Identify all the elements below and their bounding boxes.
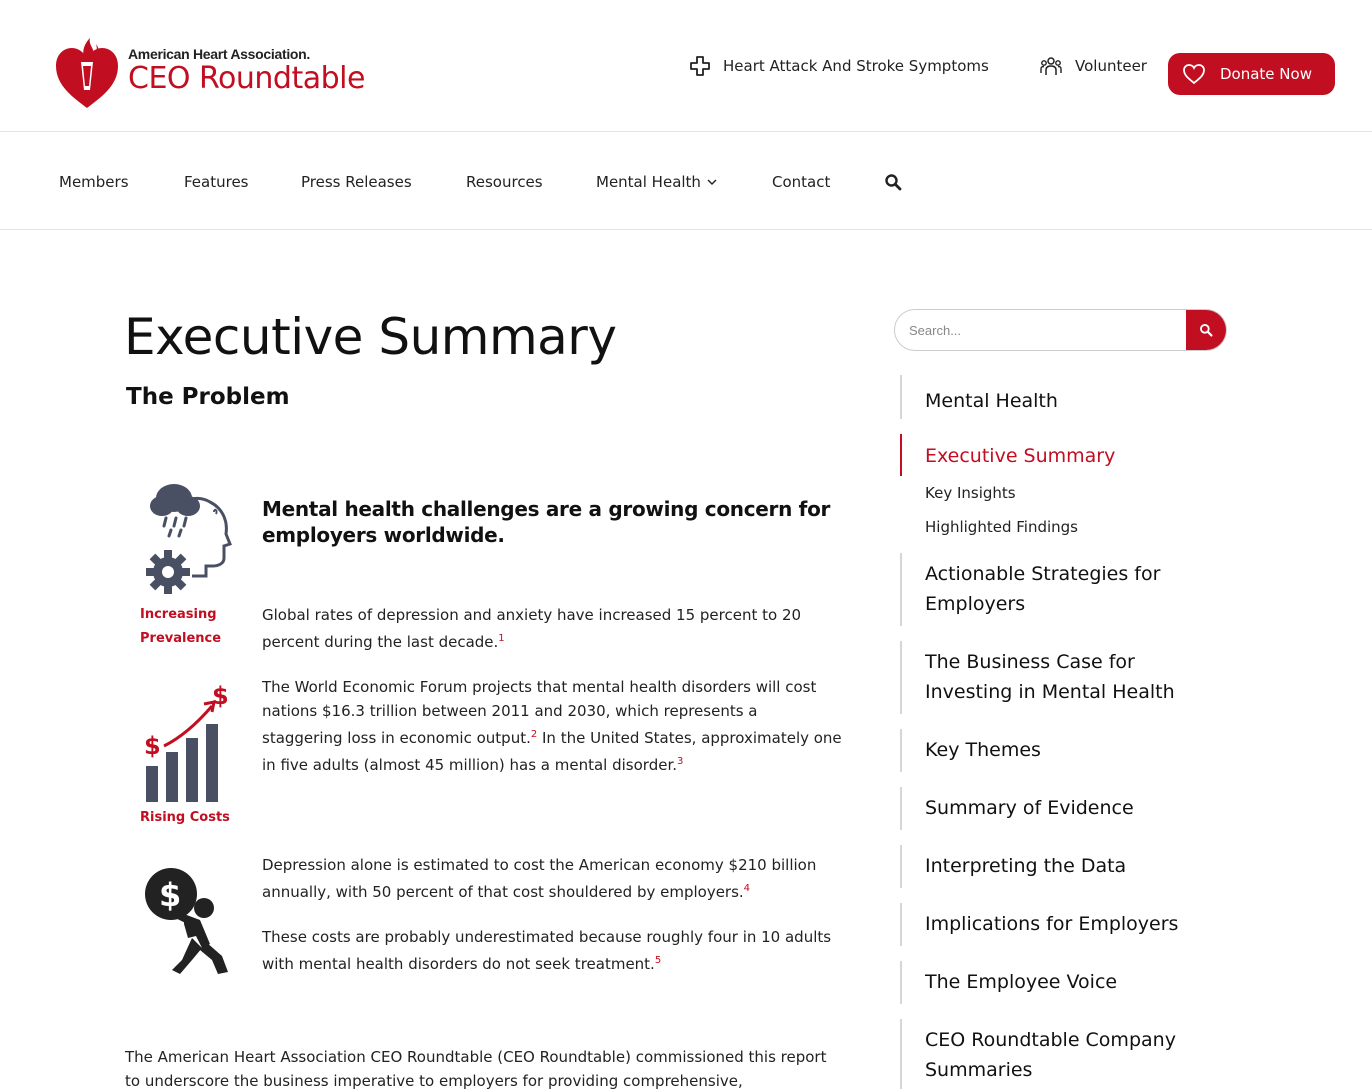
- paragraph: [262, 853, 842, 904]
- nav-item-press-releases[interactable]: [301, 173, 412, 191]
- search-icon: [884, 173, 902, 191]
- nav-item-resources[interactable]: [466, 173, 543, 191]
- sidebar-subitem-highlighted-findings[interactable]: Highlighted Findings: [925, 518, 1078, 536]
- paragraph: [262, 675, 842, 777]
- sidebar-divider: [900, 729, 902, 772]
- nav-item-members[interactable]: [59, 173, 129, 191]
- paragraph-text: Depression alone is estimated to cost the American economy $210 billion annually, with 50 percent of that cost shouldered by employers.: [262, 856, 817, 901]
- sidebar-subitem-key-insights[interactable]: Key Insights: [925, 484, 1016, 502]
- label-line: Increasing: [140, 607, 217, 622]
- sidebar-divider: [900, 1019, 902, 1089]
- label-line: Prevalence: [140, 631, 222, 646]
- svg-text:$: $: [159, 876, 182, 914]
- logo-org-text: American Heart Association.: [128, 46, 311, 62]
- page-title: Executive Summary: [124, 308, 617, 366]
- svg-text:$: $: [144, 732, 161, 760]
- nav-item-label: Members: [59, 173, 129, 191]
- donate-label: Donate Now: [1220, 65, 1312, 83]
- main-nav: [0, 132, 1372, 230]
- sidebar-divider: [900, 553, 902, 626]
- search-icon: [1199, 323, 1213, 337]
- nav-item-mental-health[interactable]: [596, 173, 717, 191]
- sidebar-divider: [900, 641, 902, 714]
- sidebar-item-key-themes[interactable]: Key Themes: [925, 739, 1041, 761]
- sidebar-item-implications[interactable]: Implications for Employers: [925, 913, 1179, 935]
- sidebar-search-input[interactable]: [895, 310, 1185, 350]
- paragraph-text: The World Economic Forum projects that mental health disorders will cost nations $16.3 trillion between 2011 and 2030, which represents a staggering loss in economic output.: [262, 678, 817, 747]
- site-header: [0, 0, 1372, 132]
- paragraph-text: Global rates of depression and anxiety have increased 15 percent to 20 percent during the last decade.: [262, 606, 802, 651]
- footnote-ref-link[interactable]: 2: [530, 729, 538, 740]
- svg-text:$: $: [212, 682, 229, 710]
- nav-item-label: Features: [184, 173, 249, 191]
- medical-cross-icon: [690, 56, 710, 76]
- nav-item-label: Contact: [772, 173, 831, 191]
- sidebar-active-indicator: [900, 434, 902, 476]
- volunteer-link[interactable]: [1040, 56, 1147, 76]
- person-pushing-coin-icon: [144, 864, 234, 976]
- increasing-prevalence-label: [140, 603, 221, 651]
- nav-item-label: Resources: [466, 173, 543, 191]
- sidebar-divider: [900, 845, 902, 888]
- footnote-ref-link[interactable]: 3: [677, 756, 684, 767]
- nav-item-contact[interactable]: [772, 173, 830, 191]
- logo-site-name: CEO Roundtable: [128, 61, 365, 96]
- nav-item-features[interactable]: [184, 173, 249, 191]
- paragraph-text: These costs are probably underestimated because roughly four in 10 adults with mental health disorders do not seek treatment.: [262, 928, 832, 973]
- head-rain-cloud-gear-icon: [144, 478, 234, 598]
- heart-torch-logo-icon: [54, 28, 120, 112]
- nav-item-label: Press Releases: [301, 173, 412, 191]
- symptoms-label: Heart Attack And Stroke Symptoms: [723, 57, 989, 75]
- paragraph-text: In the United States, approximately one in five adults (almost 45 million) has a mental disorder.: [262, 729, 842, 774]
- footnote-ref-link[interactable]: 1: [498, 633, 505, 644]
- rising-costs-label: Rising Costs: [140, 810, 230, 825]
- footnote-ref-link[interactable]: 4: [743, 883, 751, 894]
- donate-button[interactable]: [1168, 53, 1335, 95]
- volunteer-label: Volunteer: [1075, 57, 1147, 75]
- lead-statement: Mental health challenges are a growing concern for employers worldwide.: [262, 497, 831, 547]
- group-icon: [1040, 56, 1062, 76]
- sidebar-item-mental-health[interactable]: Mental Health: [925, 390, 1058, 412]
- footnote-ref-link[interactable]: 5: [654, 955, 662, 966]
- sidebar-divider: [900, 903, 902, 946]
- heart-outline-icon: [1182, 63, 1206, 85]
- sidebar-divider: [900, 375, 902, 419]
- sidebar-search-button[interactable]: [1186, 310, 1226, 350]
- bar-chart-dollar-icon: [142, 680, 234, 804]
- paragraph: [262, 603, 842, 654]
- sidebar-divider: [900, 961, 902, 1004]
- nav-search-button[interactable]: [884, 173, 902, 195]
- chevron-down-icon: [707, 178, 717, 186]
- intro-paragraph: The American Heart Association CEO Roundtable (CEO Roundtable) commissioned this report to underscore the business imperative to employers for providing comprehensive,: [125, 1048, 827, 1089]
- logo-link[interactable]: [54, 28, 365, 112]
- sidebar-item-business-case[interactable]: The Business Case for Investing in Mental Health: [925, 651, 1175, 703]
- sidebar-item-company-summaries[interactable]: CEO Roundtable Company Summaries: [925, 1029, 1176, 1081]
- sidebar-item-interpreting-data[interactable]: Interpreting the Data: [925, 855, 1127, 877]
- sidebar-search: [894, 309, 1227, 351]
- sidebar-item-employee-voice[interactable]: The Employee Voice: [925, 971, 1118, 993]
- sidebar-item-actionable-strategies[interactable]: Actionable Strategies for Employers: [925, 563, 1161, 615]
- nav-item-label: Mental Health: [596, 173, 701, 191]
- symptoms-link[interactable]: [690, 56, 989, 76]
- sidebar-item-executive-summary[interactable]: Executive Summary: [925, 445, 1116, 467]
- sidebar-divider: [900, 787, 902, 830]
- sidebar-item-summary-of-evidence[interactable]: Summary of Evidence: [925, 797, 1134, 819]
- paragraph: [262, 925, 842, 976]
- section-heading: The Problem: [126, 384, 290, 410]
